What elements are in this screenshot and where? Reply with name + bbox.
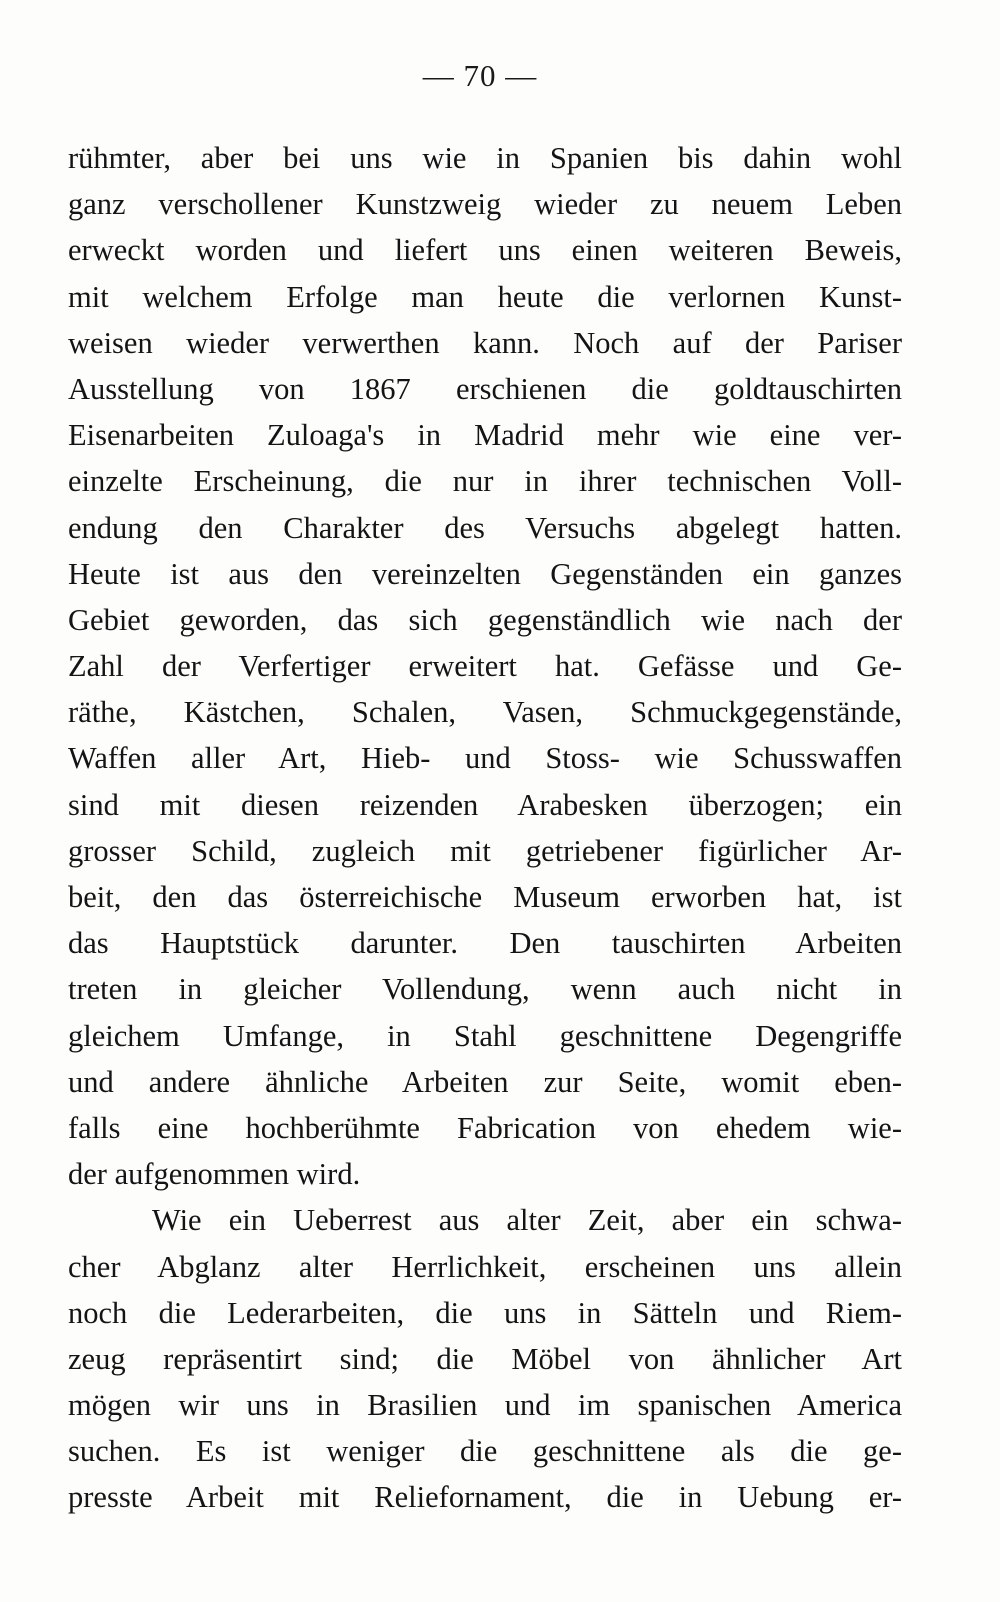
text-line: suchen. Es ist weniger die geschnittene als die ge- [68, 1434, 902, 1469]
text-line: der aufgenommen wird. [68, 1157, 361, 1192]
text-line: Eisenarbeiten Zuloaga's in Madrid mehr wie eine ver- [68, 418, 902, 453]
text-line: Wie ein Ueberrest aus alter Zeit, aber ein schwa- [152, 1203, 902, 1238]
text-line: weisen wieder verwerthen kann. Noch auf der Pariser [68, 325, 902, 360]
text-line: Heute ist aus den vereinzelten Gegenständen ein ganzes [68, 556, 902, 591]
text-line: zeug repräsentirt sind; die Möbel von ähnlicher Art [68, 1341, 902, 1376]
text-line: falls eine hochberühmte Fabrication von ehedem wie- [68, 1110, 902, 1145]
text-line: und andere ähnliche Arbeiten zur Seite, womit eben- [68, 1064, 902, 1099]
text-line: presste Arbeit mit Reliefornament, die in Uebung er- [68, 1480, 902, 1515]
text-line: Gebiet geworden, das sich gegenständlich wie nach der [68, 602, 902, 637]
text-line: räthe, Kästchen, Schalen, Vasen, Schmuckgegenstände, [68, 695, 902, 730]
text-line: erweckt worden und liefert uns einen weiteren Beweis, [68, 233, 902, 268]
text-line: mögen wir uns in Brasilien und im spanischen America [68, 1388, 902, 1423]
text-line: einzelte Erscheinung, die nur in ihrer technischen Voll- [68, 464, 902, 499]
text-line: ganz verschollener Kunstzweig wieder zu neuem Leben [68, 187, 902, 222]
text-line: treten in gleicher Vollendung, wenn auch nicht in [68, 972, 902, 1007]
text-line: cher Abglanz alter Herrlichkeit, erscheinen uns allein [68, 1249, 902, 1284]
text-line: das Hauptstück darunter. Den tauschirten Arbeiten [68, 926, 902, 961]
text-line: grosser Schild, zugleich mit getriebener figürlicher Ar- [68, 833, 902, 868]
body-text [68, 135, 902, 1521]
text-line: Waffen aller Art, Hieb- und Stoss- wie Schusswaffen [68, 741, 902, 776]
text-line: Zahl der Verfertiger erweitert hat. Gefässe und Ge- [68, 649, 902, 684]
text-line: mit welchem Erfolge man heute die verlornen Kunst- [68, 279, 902, 314]
page-number: — 70 — [422, 58, 538, 93]
text-line: sind mit diesen reizenden Arabesken überzogen; ein [68, 787, 902, 822]
text-line: noch die Lederarbeiten, die uns in Sätteln und Riem- [68, 1295, 902, 1330]
text-line: endung den Charakter des Versuchs abgelegt hatten. [68, 510, 902, 545]
text-line: beit, den das österreichische Museum erworben hat, ist [68, 880, 902, 914]
text-line: Ausstellung von 1867 erschienen die goldtauschirten [68, 371, 902, 406]
text-line: gleichem Umfange, in Stahl geschnittene Degengriffe [68, 1018, 902, 1053]
text-line: rühmter, aber bei uns wie in Spanien bis dahin wohl [68, 141, 902, 175]
